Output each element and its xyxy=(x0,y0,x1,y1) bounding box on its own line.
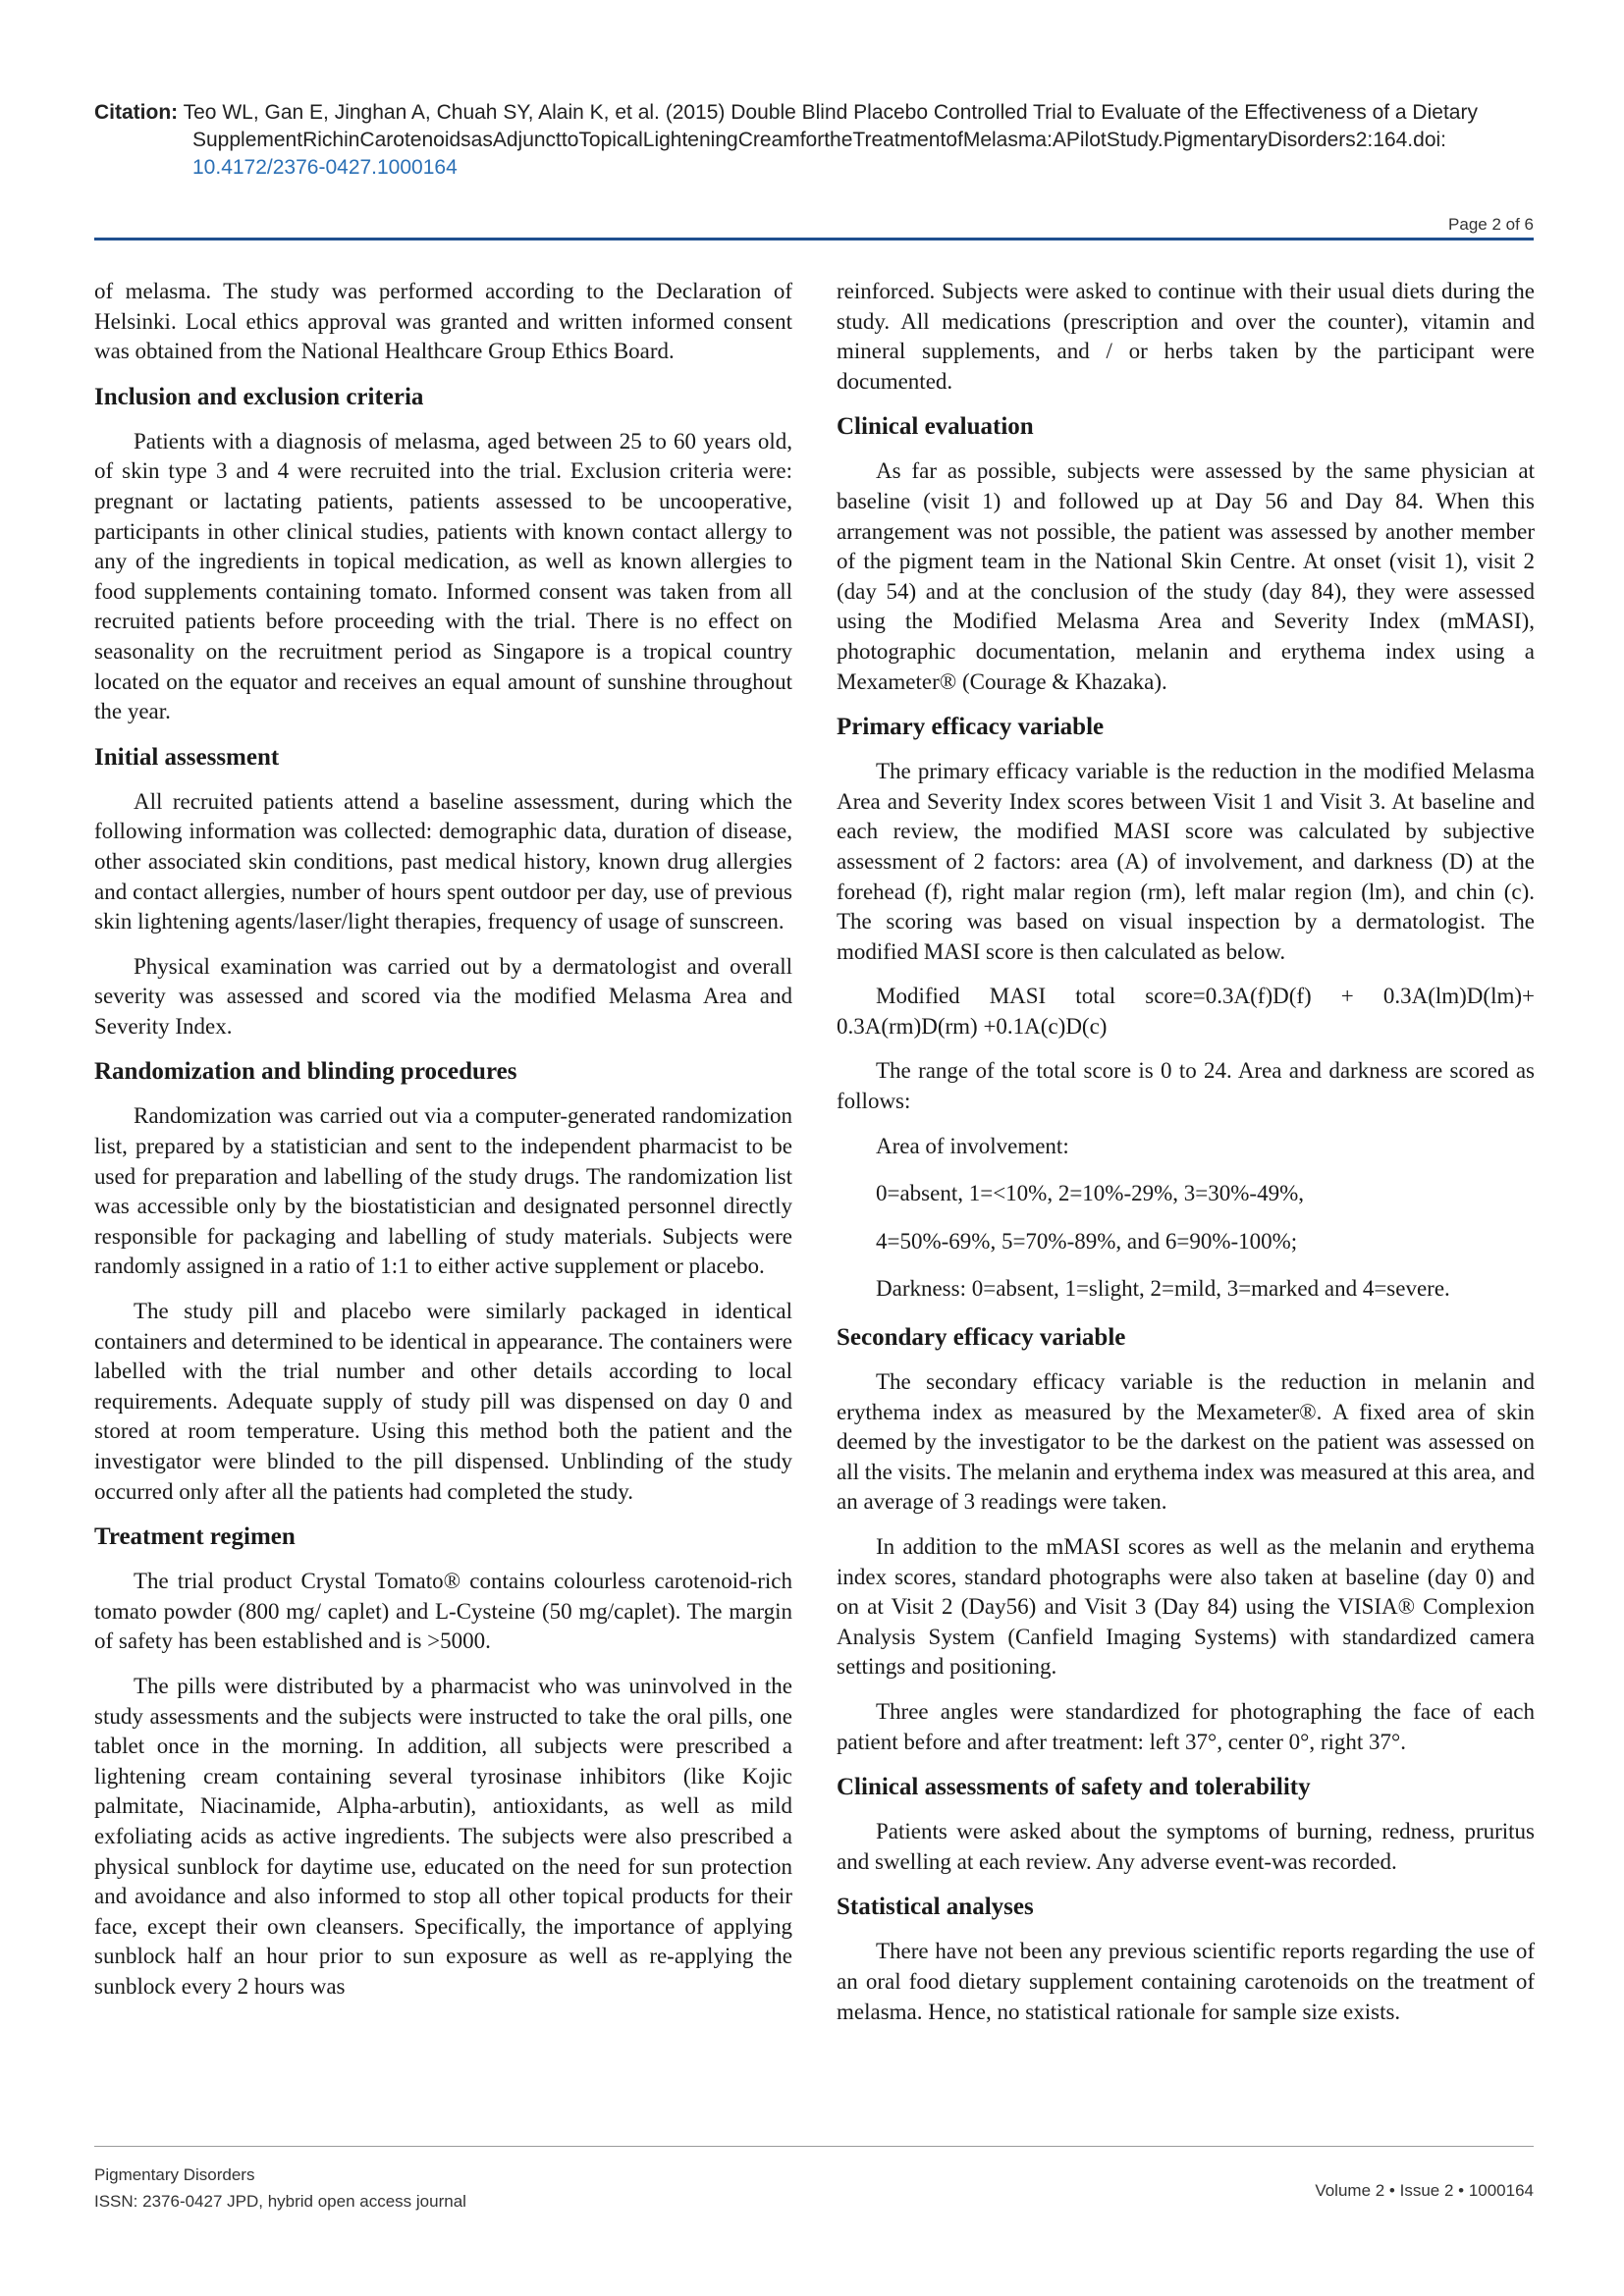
area-label: Area of involvement: xyxy=(876,1133,1069,1158)
section-heading-secondary-efficacy: Secondary efficacy variable xyxy=(837,1324,1126,1352)
paragraph: of melasma. The study was performed according to the Declaration of Helsinki. Local ethics approval was granted and written informed consent was obtained from the National Healthcare Group Ethics Board. xyxy=(94,279,792,364)
paragraph: The primary efficacy variable is the reduction in the modified Melasma Area and Severity Index scores between Visit 1 and Visit 3. At baseline and each review, the modified MASI score was calculated by subjective assessment of 2 factors: area (A) of involvement, and darkness (D) at the forehead (f), right malar region (rm), left malar region (lm), and chin (c). The scoring was based on visual inspection by a dermatologist. The modified MASI score is then calculated as below. xyxy=(837,759,1535,964)
section-heading-primary-efficacy: Primary efficacy variable xyxy=(837,714,1105,741)
formula: Modified MASI total score=0.3A(f)D(f) + 0.3A(lm)D(lm)+ 0.3A(rm)D(rm) +0.1A(c)D(c) xyxy=(837,984,1535,1039)
paragraph: The range of the total score is 0 to 24. Area and darkness are scored as follows: xyxy=(837,1058,1535,1114)
paragraph: Randomization was carried out via a computer-generated randomization list, prepared by a statistician and sent to the independent pharmacist to be used for preparation and labelling of the study drugs. The randomization list was accessible only by the biostatistician and designated personnel directly responsible for packaging and labelling of study materials. Subjects were randomly assigned in a ratio of 1:1 to either active supplement or placebo. xyxy=(94,1103,792,1279)
section-heading-clinical-evaluation: Clinical evaluation xyxy=(837,413,1034,441)
paragraph: There have not been any previous scientific reports regarding the use of an oral food dietary supplement containing carotenoids on the treatment of melasma. Hence, no statistical rationale for sample size exists. xyxy=(837,1939,1535,2024)
section-heading-safety: Clinical assessments of safety and tolerability xyxy=(837,1774,1311,1801)
paragraph: Physical examination was carried out by a dermatologist and overall severity was assessed and scored via the modified Melasma Area and Severity Index. xyxy=(94,953,792,1039)
header-divider xyxy=(94,238,1534,240)
footer-journal-name: Pigmentary Disorders xyxy=(94,2165,255,2184)
paragraph: reinforced. Subjects were asked to continue with their usual diets during the study. All medications (prescription and over the counter), vitamin and mineral supplements, and / or herbs taken by the participant were documented. xyxy=(837,279,1535,394)
citation-block xyxy=(94,99,1538,182)
area-scale-line1: 0=absent, 1=<10%, 2=10%-29%, 3=30%-49%, xyxy=(876,1181,1304,1206)
paragraph: The pills were distributed by a pharmacist who was uninvolved in the study assessments and the subjects were instructed to take the oral pills, one tablet once in the morning. In addition, all subjects were prescribed a lightening cream containing several tyrosinase inhibitors (like Kojic palmitate, Niacinamide, Alpha-arbutin), antioxidants, as well as mild exfoliating acids as active ingredients. The subjects were also prescribed a physical sunblock for daytime use, educated on the need for sun protection and avoidance and also informed to stop all other topical products for their face, except their own cleansers. Specifically, the importance of applying sunblock half an hour prior to sun exposure as well as re-applying the sunblock every 2 hours was xyxy=(94,1673,792,1999)
paragraph: The secondary efficacy variable is the reduction in melanin and erythema index as measured by the Mexameter®. A fixed area of skin deemed by the investigator to be the darkest on the patient was assessed on all the visits. The melanin and erythema index was measured at this area, and an average of 3 readings were taken. xyxy=(837,1369,1535,1515)
area-scale-line2: 4=50%-69%, 5=70%-89%, and 6=90%-100%; xyxy=(876,1228,1298,1254)
paragraph: Three angles were standardized for photographing the face of each patient before and after treatment: left 37°, center 0°, right 37°. xyxy=(837,1698,1535,1754)
paragraph: Patients with a diagnosis of melasma, aged between 25 to 60 years old, of skin type 3 and 4 were recruited into the trial. Exclusion criteria were: pregnant or lactating patients, patients assessed to be uncooperative, participants in other clinical studies, patients with known contact allergy to any of the ingredients in topical medication, as well as known allergies to food supplements containing tomato. Informed consent was taken from all recruited patients before proceeding with the trial. There is no effect on seasonality on the recruitment period as Singapore is a tropical country located on the equator and receives an equal amount of sunshine throughout the year. xyxy=(94,428,792,724)
section-heading-randomization: Randomization and blinding procedures xyxy=(94,1058,517,1086)
citation-line2: SupplementRichinCarotenoidsasAdjuncttoTopicalLighteningCreamfortheTreatmentofMelasma:APilotStudy.PigmentaryDisorders2:164.doi: xyxy=(192,129,1447,151)
section-heading-initial-assessment: Initial assessment xyxy=(94,743,280,771)
citation-label: Citation: xyxy=(94,101,179,124)
footer-volume-issue: Volume 2 • Issue 2 • 1000164 xyxy=(1315,2181,1534,2200)
footer-divider xyxy=(94,2146,1534,2147)
citation-line1: Teo WL, Gan E, Jinghan A, Chuah SY, Alain K, et al. (2015) Double Blind Placebo Controlled Trial to Evaluate of the Effectiveness of a Dietary xyxy=(183,101,1478,124)
paragraph: The study pill and placebo were similarly packaged in identical containers and determined to be identical in appearance. The containers were labelled with the trial number and other details according to local requirements. Adequate supply of study pill was dispensed on day 0 and stored at room temperature. Using this method both the patient and the investigator were blinded to the pill dispensed. Unblinding of the study occurred only after all the patients had completed the study. xyxy=(94,1299,792,1504)
citation-doi-link[interactable]: 10.4172/2376-0427.1000164 xyxy=(192,156,458,179)
footer-issn: ISSN: 2376-0427 JPD, hybrid open access journal xyxy=(94,2192,466,2211)
section-heading-inclusion: Inclusion and exclusion criteria xyxy=(94,383,424,410)
section-heading-treatment: Treatment regimen xyxy=(94,1523,296,1551)
paragraph: All recruited patients attend a baseline assessment, during which the following information was collected: demographic data, duration of disease, other associated skin conditions, past medical history, known drug allergies and contact allergies, number of hours spent outdoor per day, use of previous skin lightening agents/laser/light therapies, frequency of usage of sunscreen. xyxy=(94,788,792,934)
left-column xyxy=(94,277,792,2017)
section-heading-statistics: Statistical analyses xyxy=(837,1894,1034,1921)
page-number: Page 2 of 6 xyxy=(1448,215,1534,234)
paragraph: In addition to the mMASI scores as well as the melanin and erythema index scores, standard photographs were also taken at baseline (day 0) and on at Visit 2 (Day56) and Visit 3 (Day 84) using the VISIA® Complexion Analysis System (Canfield Imaging Systems) with standardized camera settings and positioning. xyxy=(837,1534,1535,1680)
darkness-scale: Darkness: 0=absent, 1=slight, 2=mild, 3=marked and 4=severe. xyxy=(876,1276,1450,1302)
paragraph: As far as possible, subjects were assessed by the same physician at baseline (visit 1) and followed up at Day 56 and Day 84. When this arrangement was not possible, the patient was assessed by another member of the pigment team in the National Skin Centre. At onset (visit 1), visit 2 (day 54) and at the conclusion of the study (day 84), they were assessed using the Modified Melasma Area and Severity Index (mMASI), photographic documentation, melanin and erythema index using a Mexameter® (Courage & Khazaka). xyxy=(837,458,1535,694)
paragraph: Patients were asked about the symptoms of burning, redness, pruritus and swelling at each review. Any adverse event-was recorded. xyxy=(837,1819,1535,1874)
right-column xyxy=(837,277,1535,2042)
paragraph: The trial product Crystal Tomato® contains colourless carotenoid-rich tomato powder (800 mg/ caplet) and L-Cysteine (50 mg/caplet). The margin of safety has been established and is >5000. xyxy=(94,1569,792,1654)
